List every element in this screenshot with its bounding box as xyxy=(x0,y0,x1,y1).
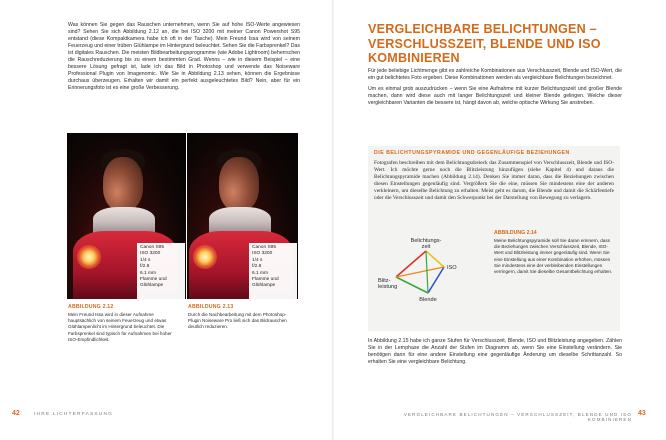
lighter-flame xyxy=(77,245,101,269)
exif-camera: Canon S95 xyxy=(140,245,165,250)
caption-2-13: Durch die Nachbearbeitung mit dem Photoshop-Plugin Noiseware Pro ließ sich das Bildrauschen deutlich reduzieren. xyxy=(188,312,287,330)
pyramid-edge-left-bottom xyxy=(396,277,428,293)
figure-caption-2-14: Meine Belichtungspyramide soll Sie daran erinnern, dass die Beziehungen zwischen Verschlusszeit, Blende, ISO-Wert und Blitzleistung immer gegenläufig sind. Wenn Sie eine Einstellung aus einer Kombination erhöhen, müssen Sie mindestens eine der verbleibenden Einstellungen verringern, damit Sie dieselbe Gesamtbelichtung erhalten. xyxy=(494,238,613,275)
photo-issa-noisy xyxy=(67,133,186,299)
intro-paragraph-2: Um es einmal grob auszudrücken – wenn Sie eine Aufnahme mit kurzer Belichtungszeit und großer Blende machen, dann wird diese auch mit langer Belichtungszeit und kleiner Blende gelingen. Welche dieser vergleichbaren Varianten die bessere ist, hängt davon ab, welche optische Wirkung Sie anstreben. xyxy=(368,85,622,106)
sidebar-title: DIE BELICHTUNGSPYRAMIDE UND GEGENLÄUFIGE BEZIEHUNGEN xyxy=(374,150,570,156)
exif-shutter: 1/4 s xyxy=(252,257,263,263)
pyramid-edge-right-bottom xyxy=(428,267,444,293)
exif-light-2: Glühlampe xyxy=(252,283,276,289)
sidebar-text: Fotografen beschreiben mit dem Belichtungsdreieck das Zusammenspiel von Verschlusszeit, Blende und ISO-Wert. Ich möchte gerne noch die Blitzleistung hinzufügen (siehe Kapitel 4) und daraus die Belichtungspyramide machen (Abbildung 2.14). Denken Sie immer daran, dass die Beziehungen zwischen diesen Einstellungen gegenläufig sind. Vergrößern Sie die eine, müssen Sie mindestens eine der anderen verkleinern, um dieselbe Belichtung zu erhalten. Meist geht es darum, die Blende und damit die Schärfentiefe oder die Verschlusszeit und damit den Schwerpunkt bei der Darstellung von Bewegung zu verlagern. xyxy=(374,160,614,202)
exif-aperture: f/2.8 xyxy=(140,264,150,270)
exif-focal: 6.1 mm xyxy=(252,270,268,276)
right-intro xyxy=(368,68,622,110)
pyramid-edge-left-right xyxy=(396,267,444,277)
photo-issa-denoised xyxy=(187,133,298,299)
running-head-right: VERGLEICHBARE BELICHTUNGEN – VERSCHLUSSZEIT, BLENDE UND ISO KOMBINIEREN xyxy=(403,412,632,422)
exif-shutter: 1/4 s xyxy=(140,257,151,263)
left-body-text xyxy=(68,22,300,96)
pyramid-edge-top-bottom xyxy=(426,251,428,293)
right-closing xyxy=(368,338,622,370)
page-number-left: 42 xyxy=(12,410,20,417)
pyramid-label-top-2: zeit xyxy=(421,244,431,250)
caption-label-2-13: ABBILDUNG 2.13 xyxy=(188,304,234,310)
exposure-pyramid-diagram xyxy=(376,237,476,309)
face xyxy=(103,157,143,211)
closing-paragraph: In Abbildung 2.15 habe ich ganze Stufen für Verschlusszeit, Blende, ISO und Blitzleistung angegeben. Zählen Sie in der Lernphase die Anzahl der Stufen im Diagramm ab, wenn Sie eine Einstellung verändern. Sie benötigen dann für eine andere Einstellung eine gegenläufige Änderung um dieselbe Schrittanzahl. So erhalten Sie eine vergleichbare Belichtung. xyxy=(368,338,622,366)
pyramid-label-bottom: Blende xyxy=(419,297,437,303)
exif-light-1: Flamme und xyxy=(252,277,279,283)
caption-label-2-12: ABBILDUNG 2.12 xyxy=(68,304,114,310)
intro-paragraph-1: Für jede beliebige Lichtmenge gibt es zahlreiche Kombinationen aus Verschlusszeit, Blende und ISO-Wert, die ein gut belichtetes Foto ergeben. Diese Kombinationen werden als vergleichbare Belichtungen bezeichnet. xyxy=(368,68,622,82)
exif-box xyxy=(249,243,297,299)
exif-light-1: Flamme und xyxy=(140,277,167,283)
running-head-left: IHRE LICHTERFASSUNG xyxy=(34,412,114,417)
lighter-flame xyxy=(193,245,217,269)
exif-box xyxy=(137,243,185,299)
exif-light-2: Glühlampe xyxy=(140,283,164,289)
exif-focal: 6.1 mm xyxy=(140,270,156,276)
page-number-right: 43 xyxy=(638,410,646,417)
section-heading: VERGLEICHBARE BELICHTUNGEN – VERSCHLUSSZEIT, BLENDE UND ISO KOMBINIEREN xyxy=(368,22,601,65)
caption-2-12: Mein Freund Issa wird in dieser Aufnahme hauptsächlich von seinem Feuerzeug und etwas Glühlampenlicht im Hintergrund beleuchtet. Die Farbsprenkel sind typisch für Aufnahmen bei hoher ISO-Empfindlichkeit. xyxy=(68,312,172,342)
pyramid-edge-top-left xyxy=(396,251,426,277)
figure-label-2-14: ABBILDUNG 2.14 xyxy=(494,230,537,236)
pyramid-label-top-1: Belichtungs- xyxy=(410,238,442,244)
pyramid-label-left-2: leistung xyxy=(378,284,398,290)
face xyxy=(219,157,259,211)
page-gutter xyxy=(332,0,334,440)
exif-camera: Canon S95 xyxy=(252,245,277,250)
pyramid-label-left-1: Blitz- xyxy=(378,278,391,284)
exif-aperture: f/2.8 xyxy=(252,264,262,270)
pyramid-edge-top-right xyxy=(426,251,444,267)
pyramid-label-right: ISO xyxy=(447,265,457,271)
exif-iso: ISO 3200 xyxy=(252,251,273,257)
exif-iso: ISO 3200 xyxy=(140,251,161,257)
left-paragraph: Was können Sie gegen das Rauschen unternehmen, wenn Sie auf hohe ISO-Werte angewiesen sind? Sehen Sie sich Abbildung 2.12 an, die bei ISO 3200 mit meiner Canon Powershot S95 entstand (diese Kompaktkamera habe ich oft in der Tasche). Mein Freund Issa wird von seinem Feuerzeug und einer trüben Glühlampe im Hintergrund beleuchtet. Sehen Sie die Farbsprenkel? Das ist digitales Rauschen. Die meisten Bildbearbeitungsprogramme (wie Adobe Lightroom) beherrschen die Rauschreduzierung bis zu einem bestimmten Grad. Wenns – wie in diesem Beispiel – eine bessere Lösung gefragt ist, lade ich das Bild in Photoshop und verwende das Noiseware Professional Plugin von Imagenomic. Wie Sie in Abbildung 2.13 sehen, können die Ergebnisse durchaus überzeugen. Erhalten wir damit ein perfekt ausgeleuchtetes Bild? Nein, aber für ein Erinnerungsfoto ist es eine große Verbesserung. xyxy=(68,22,300,92)
